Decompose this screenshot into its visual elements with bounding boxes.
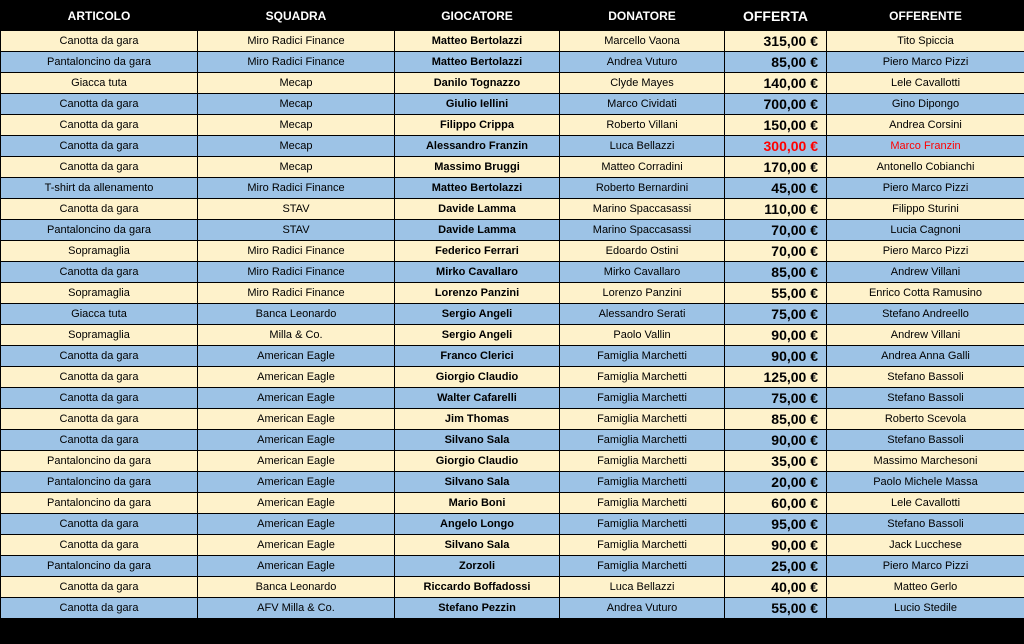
table-row (1, 556, 1024, 577)
cell-squadra[interactable]: American Eagle (198, 451, 395, 472)
cell-offerta[interactable]: 125,00 € (725, 367, 827, 388)
cell-offerente[interactable]: Gino Dipongo (827, 94, 1024, 115)
table-row (1, 52, 1024, 73)
cell-donatore[interactable]: Andrea Vuturo (560, 52, 725, 73)
cell-offerta[interactable]: 45,00 € (725, 178, 827, 199)
cell-offerta[interactable]: 170,00 € (725, 157, 827, 178)
cell-offerente[interactable]: Massimo Marchesoni (827, 451, 1024, 472)
cell-donatore[interactable]: Marino Spaccasassi (560, 220, 725, 241)
cell-offerta[interactable]: 35,00 € (725, 451, 827, 472)
cell-articolo[interactable]: Canotta da gara (1, 199, 198, 220)
cell-offerente[interactable]: Matteo Gerlo (827, 577, 1024, 598)
cell-offerta[interactable]: 140,00 € (725, 73, 827, 94)
table-row (1, 136, 1024, 157)
cell-giocatore[interactable]: Silvano Sala (395, 535, 560, 556)
cell-giocatore[interactable]: Jim Thomas (395, 409, 560, 430)
cell-donatore[interactable]: Mirko Cavallaro (560, 262, 725, 283)
cell-offerta[interactable]: 70,00 € (725, 241, 827, 262)
cell-donatore[interactable]: Luca Bellazzi (560, 577, 725, 598)
table-row (1, 598, 1024, 619)
cell-offerta[interactable]: 95,00 € (725, 514, 827, 535)
cell-giocatore[interactable]: Massimo Bruggi (395, 157, 560, 178)
table-row (1, 115, 1024, 136)
cell-articolo[interactable]: Canotta da gara (1, 262, 198, 283)
cell-giocatore[interactable]: Federico Ferrari (395, 241, 560, 262)
cell-donatore[interactable]: Luca Bellazzi (560, 136, 725, 157)
table-row (1, 262, 1024, 283)
cell-donatore[interactable]: Edoardo Ostini (560, 241, 725, 262)
header-giocatore[interactable]: GIOCATORE (395, 1, 560, 31)
cell-giocatore[interactable]: Angelo Longo (395, 514, 560, 535)
cell-articolo[interactable]: Pantaloncino da gara (1, 52, 198, 73)
cell-offerta[interactable]: 55,00 € (725, 283, 827, 304)
cell-donatore[interactable]: Famiglia Marchetti (560, 535, 725, 556)
cell-articolo[interactable]: Canotta da gara (1, 577, 198, 598)
cell-squadra[interactable]: Miro Radici Finance (198, 241, 395, 262)
cell-donatore[interactable]: Marco Cividati (560, 94, 725, 115)
cell-donatore[interactable]: Alessandro Serati (560, 304, 725, 325)
cell-donatore[interactable]: Roberto Villani (560, 115, 725, 136)
cell-donatore[interactable]: Roberto Bernardini (560, 178, 725, 199)
cell-offerta[interactable]: 300,00 € (725, 136, 827, 157)
cell-offerta[interactable]: 110,00 € (725, 199, 827, 220)
cell-articolo[interactable]: T-shirt da allenamento (1, 178, 198, 199)
cell-giocatore[interactable]: Matteo Bertolazzi (395, 31, 560, 52)
cell-articolo[interactable]: Canotta da gara (1, 409, 198, 430)
cell-squadra[interactable]: American Eagle (198, 514, 395, 535)
cell-articolo[interactable]: Canotta da gara (1, 31, 198, 52)
table-row (1, 388, 1024, 409)
cell-articolo[interactable]: Canotta da gara (1, 136, 198, 157)
cell-giocatore[interactable]: Sergio Angeli (395, 304, 560, 325)
cell-articolo[interactable]: Sopramaglia (1, 241, 198, 262)
cell-offerente[interactable]: Filippo Sturini (827, 199, 1024, 220)
table-row (1, 430, 1024, 451)
cell-offerente[interactable]: Andrea Corsini (827, 115, 1024, 136)
cell-offerente[interactable]: Lucia Cagnoni (827, 220, 1024, 241)
cell-offerta[interactable]: 700,00 € (725, 94, 827, 115)
cell-offerente[interactable]: Piero Marco Pizzi (827, 178, 1024, 199)
table-row (1, 325, 1024, 346)
cell-squadra[interactable]: STAV (198, 199, 395, 220)
cell-offerta[interactable]: 25,00 € (725, 556, 827, 577)
cell-giocatore[interactable]: Franco Clerici (395, 346, 560, 367)
cell-donatore[interactable]: Marcello Vaona (560, 31, 725, 52)
cell-donatore[interactable]: Famiglia Marchetti (560, 556, 725, 577)
table-row (1, 493, 1024, 514)
cell-articolo[interactable]: Canotta da gara (1, 430, 198, 451)
table-row (1, 367, 1024, 388)
cell-offerta[interactable]: 90,00 € (725, 346, 827, 367)
cell-offerente[interactable]: Lele Cavallotti (827, 493, 1024, 514)
cell-offerente[interactable]: Andrew Villani (827, 262, 1024, 283)
cell-offerente[interactable]: Andrea Anna Galli (827, 346, 1024, 367)
cell-articolo[interactable]: Sopramaglia (1, 283, 198, 304)
cell-giocatore[interactable]: Giorgio Claudio (395, 451, 560, 472)
cell-giocatore[interactable]: Davide Lamma (395, 199, 560, 220)
cell-articolo[interactable]: Pantaloncino da gara (1, 451, 198, 472)
cell-articolo[interactable]: Sopramaglia (1, 325, 198, 346)
cell-offerente[interactable]: Lucio Stedile (827, 598, 1024, 619)
table-row (1, 178, 1024, 199)
cell-donatore[interactable]: Famiglia Marchetti (560, 367, 725, 388)
cell-squadra[interactable]: Miro Radici Finance (198, 178, 395, 199)
cell-offerta[interactable]: 20,00 € (725, 472, 827, 493)
table-row (1, 472, 1024, 493)
cell-giocatore[interactable]: Alessandro Franzin (395, 136, 560, 157)
cell-giocatore[interactable]: Giorgio Claudio (395, 367, 560, 388)
cell-donatore[interactable]: Clyde Mayes (560, 73, 725, 94)
table-row (1, 241, 1024, 262)
header-offerta[interactable]: OFFERTA (725, 1, 827, 31)
cell-squadra[interactable]: Mecap (198, 157, 395, 178)
cell-donatore[interactable]: Famiglia Marchetti (560, 430, 725, 451)
table-row (1, 31, 1024, 52)
cell-offerente[interactable]: Piero Marco Pizzi (827, 556, 1024, 577)
cell-giocatore[interactable]: Matteo Bertolazzi (395, 178, 560, 199)
cell-giocatore[interactable]: Matteo Bertolazzi (395, 52, 560, 73)
cell-giocatore[interactable]: Walter Cafarelli (395, 388, 560, 409)
cell-giocatore[interactable]: Mario Boni (395, 493, 560, 514)
table-row (1, 535, 1024, 556)
cell-giocatore[interactable]: Danilo Tognazzo (395, 73, 560, 94)
cell-squadra[interactable]: Banca Leonardo (198, 304, 395, 325)
cell-articolo[interactable]: Giacca tuta (1, 304, 198, 325)
cell-donatore[interactable]: Famiglia Marchetti (560, 451, 725, 472)
cell-offerta[interactable]: 85,00 € (725, 52, 827, 73)
cell-squadra[interactable]: Mecap (198, 73, 395, 94)
cell-giocatore[interactable]: Filippo Crippa (395, 115, 560, 136)
cell-articolo[interactable]: Canotta da gara (1, 94, 198, 115)
cell-articolo[interactable]: Canotta da gara (1, 346, 198, 367)
cell-offerente[interactable]: Lele Cavallotti (827, 73, 1024, 94)
cell-offerente[interactable]: Tito Spiccia (827, 31, 1024, 52)
cell-offerta[interactable]: 85,00 € (725, 262, 827, 283)
cell-offerente[interactable]: Stefano Bassoli (827, 367, 1024, 388)
table-row (1, 73, 1024, 94)
cell-offerente[interactable]: Marco Franzin (827, 136, 1024, 157)
cell-offerente[interactable]: Stefano Bassoli (827, 388, 1024, 409)
cell-articolo[interactable]: Pantaloncino da gara (1, 493, 198, 514)
cell-squadra[interactable]: Milla & Co. (198, 325, 395, 346)
cell-donatore[interactable]: Famiglia Marchetti (560, 472, 725, 493)
cell-giocatore[interactable]: Giulio Iellini (395, 94, 560, 115)
cell-donatore[interactable]: Paolo Vallin (560, 325, 725, 346)
cell-offerta[interactable]: 55,00 € (725, 598, 827, 619)
table-row (1, 283, 1024, 304)
cell-articolo[interactable]: Canotta da gara (1, 388, 198, 409)
table-row (1, 157, 1024, 178)
cell-articolo[interactable]: Pantaloncino da gara (1, 472, 198, 493)
header-row (1, 1, 1024, 31)
cell-offerta[interactable]: 90,00 € (725, 430, 827, 451)
cell-articolo[interactable]: Canotta da gara (1, 514, 198, 535)
cell-offerente[interactable]: Stefano Bassoli (827, 514, 1024, 535)
cell-donatore[interactable]: Famiglia Marchetti (560, 346, 725, 367)
cell-squadra[interactable]: American Eagle (198, 493, 395, 514)
cell-donatore[interactable]: Matteo Corradini (560, 157, 725, 178)
cell-articolo[interactable]: Canotta da gara (1, 598, 198, 619)
cell-offerente[interactable]: Enrico Cotta Ramusino (827, 283, 1024, 304)
table-row (1, 577, 1024, 598)
cell-donatore[interactable]: Famiglia Marchetti (560, 514, 725, 535)
cell-squadra[interactable]: American Eagle (198, 556, 395, 577)
cell-donatore[interactable]: Famiglia Marchetti (560, 493, 725, 514)
cell-offerta[interactable]: 60,00 € (725, 493, 827, 514)
cell-squadra[interactable]: Mecap (198, 94, 395, 115)
cell-articolo[interactable]: Canotta da gara (1, 157, 198, 178)
cell-squadra[interactable]: American Eagle (198, 430, 395, 451)
cell-squadra[interactable]: American Eagle (198, 535, 395, 556)
header-articolo[interactable]: ARTICOLO (1, 1, 198, 31)
table-row (1, 346, 1024, 367)
cell-squadra[interactable]: Mecap (198, 136, 395, 157)
cell-offerente[interactable]: Andrew Villani (827, 325, 1024, 346)
cell-offerente[interactable]: Piero Marco Pizzi (827, 52, 1024, 73)
cell-offerta[interactable]: 85,00 € (725, 409, 827, 430)
cell-squadra[interactable]: Miro Radici Finance (198, 31, 395, 52)
cell-offerente[interactable]: Roberto Scevola (827, 409, 1024, 430)
header-squadra[interactable]: SQUADRA (198, 1, 395, 31)
header-offerente[interactable]: OFFERENTE (827, 1, 1024, 31)
cell-offerta[interactable]: 75,00 € (725, 388, 827, 409)
cell-articolo[interactable]: Canotta da gara (1, 367, 198, 388)
cell-squadra[interactable]: Mecap (198, 115, 395, 136)
cell-squadra[interactable]: Banca Leonardo (198, 577, 395, 598)
cell-articolo[interactable]: Canotta da gara (1, 535, 198, 556)
header-donatore[interactable]: DONATORE (560, 1, 725, 31)
cell-offerente[interactable]: Stefano Bassoli (827, 430, 1024, 451)
cell-giocatore[interactable]: Sergio Angeli (395, 325, 560, 346)
cell-squadra[interactable]: Miro Radici Finance (198, 52, 395, 73)
cell-offerta[interactable]: 90,00 € (725, 325, 827, 346)
cell-giocatore[interactable]: Stefano Pezzin (395, 598, 560, 619)
cell-articolo[interactable]: Pantaloncino da gara (1, 556, 198, 577)
cell-squadra[interactable]: AFV Milla & Co. (198, 598, 395, 619)
cell-offerta[interactable]: 150,00 € (725, 115, 827, 136)
table-row (1, 94, 1024, 115)
cell-squadra[interactable]: American Eagle (198, 388, 395, 409)
cell-giocatore[interactable]: Silvano Sala (395, 430, 560, 451)
table-row (1, 451, 1024, 472)
cell-offerente[interactable]: Paolo Michele Massa (827, 472, 1024, 493)
cell-articolo[interactable]: Pantaloncino da gara (1, 220, 198, 241)
table-row (1, 409, 1024, 430)
cell-squadra[interactable]: American Eagle (198, 472, 395, 493)
cell-squadra[interactable]: American Eagle (198, 367, 395, 388)
cell-donatore[interactable]: Lorenzo Panzini (560, 283, 725, 304)
cell-articolo[interactable]: Canotta da gara (1, 115, 198, 136)
cell-donatore[interactable]: Andrea Vuturo (560, 598, 725, 619)
cell-offerente[interactable]: Antonello Cobianchi (827, 157, 1024, 178)
cell-offerta[interactable]: 40,00 € (725, 577, 827, 598)
cell-donatore[interactable]: Marino Spaccasassi (560, 199, 725, 220)
cell-giocatore[interactable]: Mirko Cavallaro (395, 262, 560, 283)
cell-giocatore[interactable]: Zorzoli (395, 556, 560, 577)
cell-giocatore[interactable]: Lorenzo Panzini (395, 283, 560, 304)
cell-offerente[interactable]: Jack Lucchese (827, 535, 1024, 556)
table-row (1, 514, 1024, 535)
cell-squadra[interactable]: American Eagle (198, 346, 395, 367)
cell-offerta[interactable]: 70,00 € (725, 220, 827, 241)
cell-offerta[interactable]: 315,00 € (725, 31, 827, 52)
cell-offerta[interactable]: 90,00 € (725, 535, 827, 556)
cell-squadra[interactable]: American Eagle (198, 409, 395, 430)
cell-offerente[interactable]: Stefano Andreello (827, 304, 1024, 325)
cell-squadra[interactable]: Miro Radici Finance (198, 262, 395, 283)
cell-giocatore[interactable]: Silvano Sala (395, 472, 560, 493)
cell-giocatore[interactable]: Riccardo Boffadossi (395, 577, 560, 598)
cell-giocatore[interactable]: Davide Lamma (395, 220, 560, 241)
table-row (1, 304, 1024, 325)
cell-articolo[interactable]: Giacca tuta (1, 73, 198, 94)
table-row (1, 220, 1024, 241)
cell-offerta[interactable]: 75,00 € (725, 304, 827, 325)
cell-offerente[interactable]: Piero Marco Pizzi (827, 241, 1024, 262)
cell-donatore[interactable]: Famiglia Marchetti (560, 388, 725, 409)
table-row (1, 199, 1024, 220)
cell-squadra[interactable]: STAV (198, 220, 395, 241)
cell-squadra[interactable]: Miro Radici Finance (198, 283, 395, 304)
cell-donatore[interactable]: Famiglia Marchetti (560, 409, 725, 430)
